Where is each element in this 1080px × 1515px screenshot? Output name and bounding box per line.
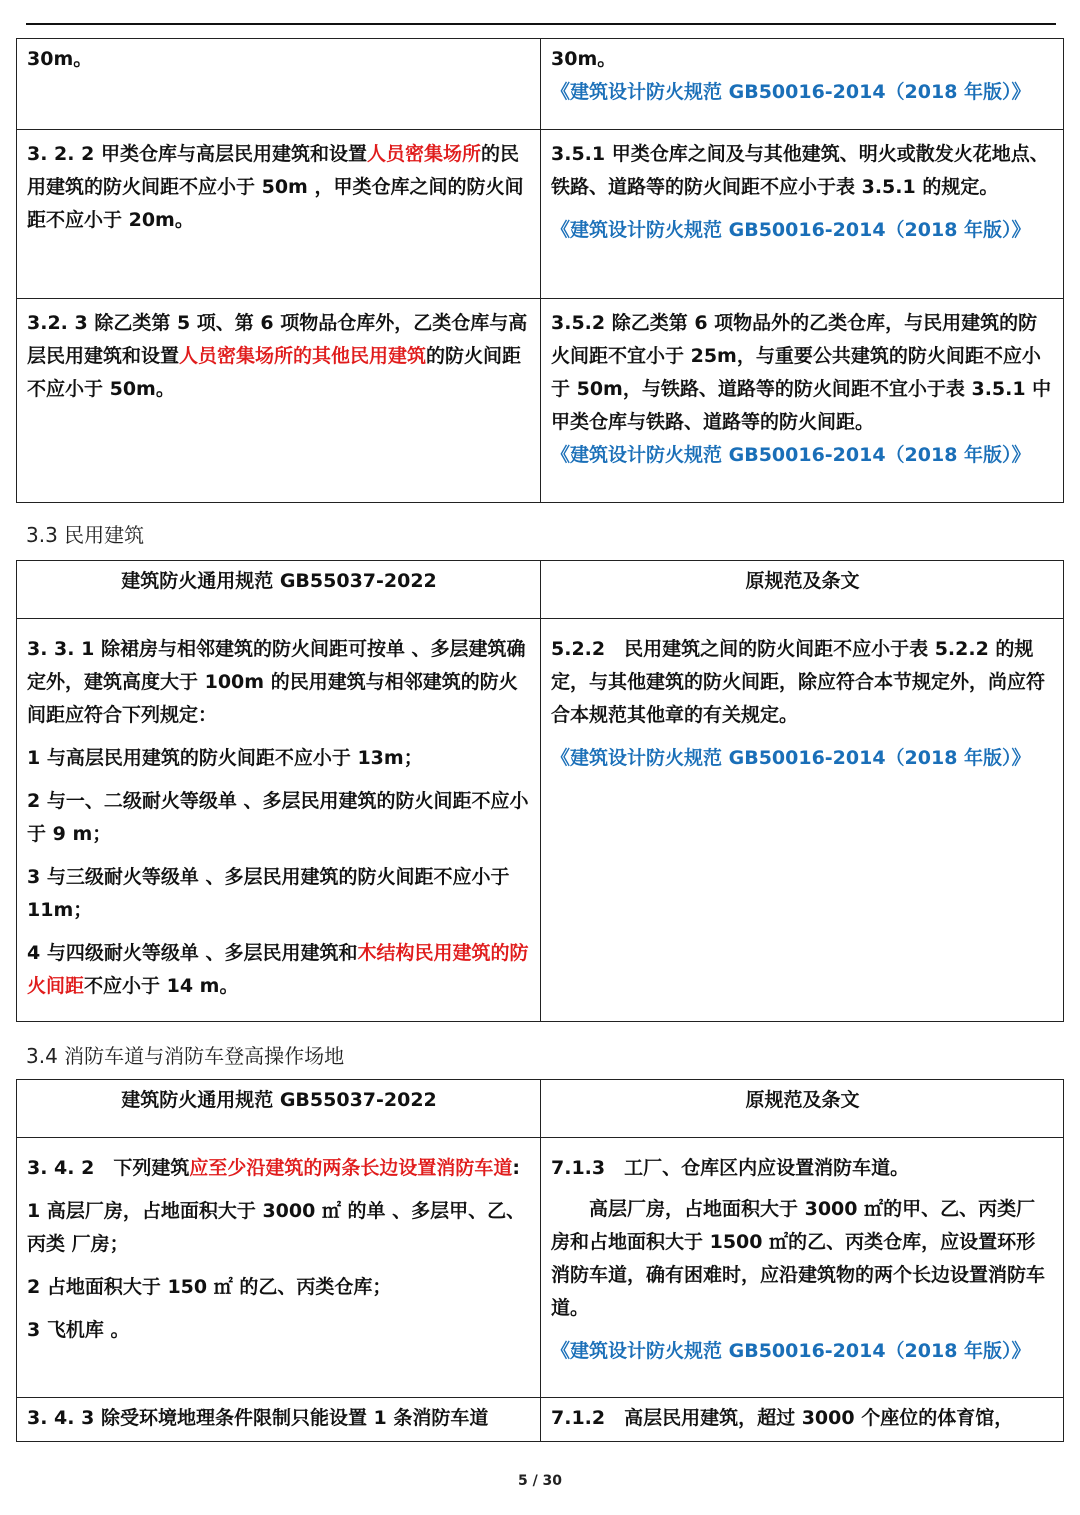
comparison-table-civil-buildings [16,560,1064,1022]
reference-citation: 《建筑设计防火规范 GB50016-2014（2018 年版）》 [551,1340,1031,1362]
original-clause-cell [541,39,1064,130]
reference-citation: 《建筑设计防火规范 GB50016-2014（2018 年版）》 [551,444,1031,466]
original-clause-cell [541,130,1064,299]
table-row [17,1398,1064,1442]
old-clause-cell [17,130,541,299]
clause-text: 30m。 [551,48,617,70]
list-item: 2 与一、二级耐火等级单 、多层民用建筑的防火间距不应小于 9 m； [27,790,529,845]
clause-7-1-3: 7.1.3 工厂、仓库区内应设置消防车道。 [551,1157,910,1179]
comparison-table-warehouse [16,38,1064,503]
column-header-new-code: 建筑防火通用规范 GB55037-2022 [17,1080,541,1138]
clause-text: 3.2. 3 除乙类第 5 项、第 6 项物品仓库外，乙类仓库与高层民用建筑和设置 [27,312,528,367]
original-clause-cell [541,299,1064,503]
clause-3-4-2 [27,1152,531,1185]
table-row [17,130,1064,299]
original-clause-cell [541,1138,1064,1398]
column-header-original-code: 原规范及条文 [541,561,1064,619]
highlighted-text: 人员密集场所 [366,143,481,165]
list-item: 1 高层厂房，占地面积大于 3000 ㎡ 的单 、多层甲、乙、丙类 厂房； [27,1200,526,1255]
top-rule [26,23,1056,25]
reference-citation: 《建筑设计防火规范 GB50016-2014（2018 年版）》 [551,81,1031,103]
clause-3-3-1: 3. 3. 1 除裙房与相邻建筑的防火间距可按单 、多层建筑确定外，建筑高度大于 100m 的民用建筑与相邻建筑的防火间距应符合下列规定： [27,638,526,726]
clause-3-2-3 [27,307,531,406]
old-clause-cell [17,1138,541,1398]
clause-text: 4 与四级耐火等级单 、多层民用建筑和 [27,942,358,964]
clause-body: 高层厂房，占地面积大于 3000 ㎡的甲、乙、丙类厂房和占地面积大于 1500 ㎡的乙、丙类仓库，应设置环形消防车道，确有困难时，应沿建筑物的两个长边设置消防车道。 [551,1198,1046,1319]
old-clause-cell [17,1398,541,1442]
clause-3-2-2 [27,138,531,237]
column-header-original-code: 原规范及条文 [541,1080,1064,1138]
table-row [17,619,1064,1022]
section-heading-3-3: 3.3 民用建筑 [26,523,145,547]
clause-3-5-2: 3.5.2 除乙类第 6 项物品外的乙类仓库，与民用建筑的防火间距不宜小于 25m，与重要公共建筑的防火间距不应小于 50m，与铁路、道路等的防火间距不宜小于表 3.5.1 中甲类仓库与铁路、道路等的防火间距。 [551,312,1052,433]
section-heading-3-4: 3.4 消防车道与消防车登高操作场地 [26,1044,345,1068]
clause-5-2-2: 5.2.2 民用建筑之间的防火间距不应小于表 5.2.2 的规定，与其他建筑的防火间距，除应符合本节规定外，尚应符合本规范其他章的有关规定。 [551,638,1046,726]
table-row [17,1138,1064,1398]
list-item: 2 占地面积大于 150 ㎡ 的乙、丙类仓库； [27,1276,392,1298]
old-clause-cell [17,619,541,1022]
table-header-row [17,561,1064,619]
reference-citation: 《建筑设计防火规范 GB50016-2014（2018 年版）》 [551,219,1031,241]
clause-7-1-2: 7.1.2 高层民用建筑，超过 3000 个座位的体育馆， [551,1407,1014,1429]
clause-text: : [512,1157,520,1179]
clause-3-4-3: 3. 4. 3 除受环境地理条件限制只能设置 1 条消防车道 [27,1407,489,1429]
list-item: 1 与高层民用建筑的防火间距不应小于 13m； [27,747,423,769]
old-clause-cell [17,39,541,130]
highlighted-text: 木结构民用建筑的防火间距 [27,942,529,997]
highlighted-text: 应至少沿建筑的两条长边设置消防车道 [189,1157,513,1179]
reference-citation: 《建筑设计防火规范 GB50016-2014（2018 年版）》 [551,747,1031,769]
clause-text: 30m。 [27,48,93,70]
list-item [27,937,531,1003]
highlighted-text: 人员密集场所的其他民用建筑 [179,345,427,367]
table-row [17,39,1064,130]
table-row [17,299,1064,503]
old-clause-cell [17,299,541,503]
clause-text: 3. 4. 2 下列建筑 [27,1157,190,1179]
list-item: 3 与三级耐火等级单 、多层民用建筑的防火间距不应小于 11m； [27,866,510,921]
table-header-row [17,1080,1064,1138]
column-header-new-code: 建筑防火通用规范 GB55037-2022 [17,561,541,619]
clause-text: 的防火间距不应小于 50m。 [27,345,522,400]
comparison-table-fire-lanes [16,1079,1064,1442]
original-clause-cell [541,619,1064,1022]
clause-text: 的民用建筑的防火间距不应小于 50m ，甲类仓库之间的防火间距不应小于 20m。 [27,143,524,231]
original-clause-cell [541,1398,1064,1442]
list-item: 3 飞机库 。 [27,1319,130,1341]
clause-text: 3. 2. 2 甲类仓库与高层民用建筑和设置 [27,143,367,165]
clause-text: 不应小于 14 m。 [84,975,239,997]
page-number: 5 / 30 [517,1473,563,1489]
clause-3-5-1: 3.5.1 甲类仓库之间及与其他建筑、明火或散发火花地点、铁路、道路等的防火间距不应小于表 3.5.1 的规定。 [551,143,1049,198]
